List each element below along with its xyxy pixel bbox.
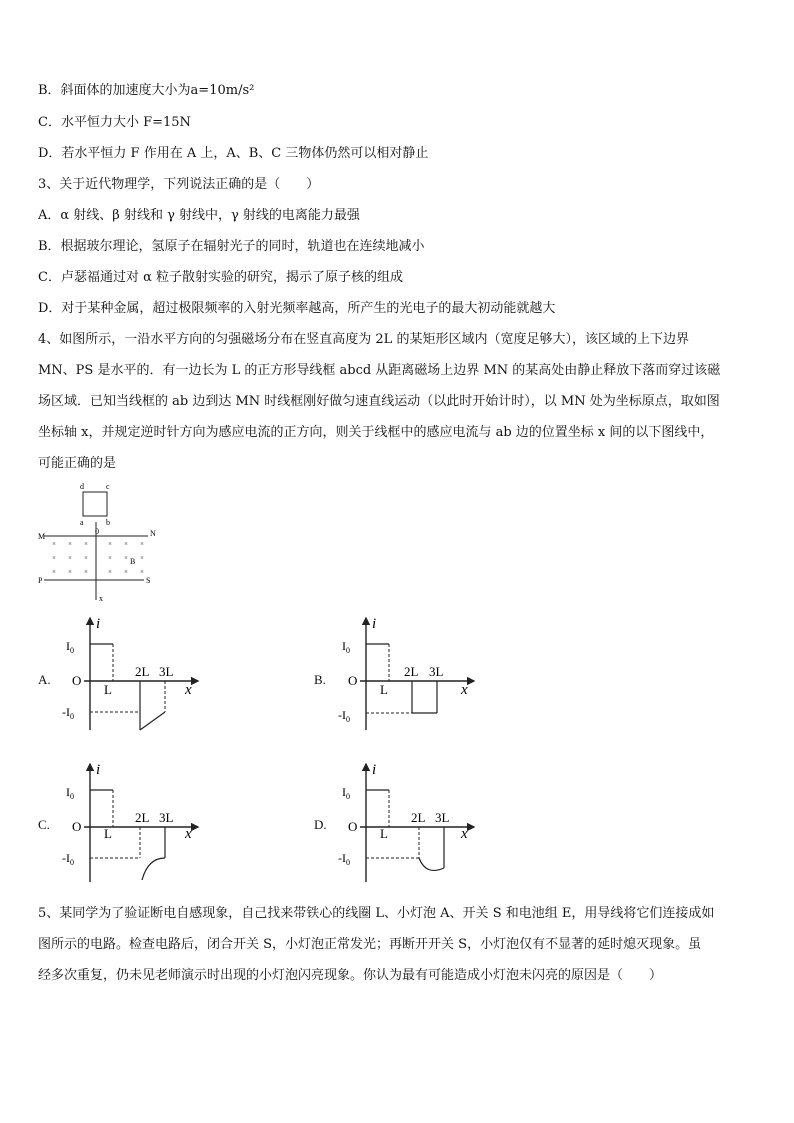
tick-3l: 3L bbox=[159, 810, 174, 825]
question-4-line-1: 4、如图所示，一沿水平方向的匀强磁场分布在竖直高度为 2L 的某矩形区域内（宽度足够大），该区域的上下边界 bbox=[38, 332, 689, 347]
tick-2l: 2L bbox=[411, 810, 426, 825]
label-x: x bbox=[99, 594, 103, 603]
tick-l: L bbox=[104, 826, 112, 841]
field-cross: × bbox=[124, 568, 128, 576]
question-4-line-4: 坐标轴 x，并规定逆时针方向为感应电流的正方向，则关于线框中的感应电流与 ab 边的位置坐标 x 间的以下图线中， bbox=[38, 425, 714, 440]
field-cross: × bbox=[140, 540, 144, 548]
field-cross: × bbox=[52, 568, 56, 576]
question-5-line-3: 经多次重复，仍未见老师演示时出现的小灯泡闪亮现象。你认为最有可能造成小灯泡未闪亮的原因是（ ） bbox=[38, 968, 663, 983]
field-cross: × bbox=[108, 554, 112, 562]
question-4-line-5: 可能正确的是 bbox=[38, 456, 117, 471]
field-cross: × bbox=[68, 554, 72, 562]
q3-option-b: B．根据玻尔理论，氢原子在辐射光子的同时，轨道也在连续地减小 bbox=[38, 239, 425, 254]
tick-l: L bbox=[104, 682, 112, 697]
label-p: P bbox=[38, 576, 43, 585]
tick-2l: 2L bbox=[404, 664, 419, 679]
origin-o: O bbox=[348, 819, 358, 834]
i0-label: $I_0$ bbox=[66, 785, 74, 801]
question-4-line-2: MN、PS 是水平的．有一边长为 L 的正方形导线框 abcd 从距离磁场上边界 MN 的某高处由静止释放下落而穿过该磁 bbox=[38, 363, 721, 378]
neg-i0-label: $-I_0$ bbox=[338, 708, 350, 724]
axis-x-label: x bbox=[185, 682, 192, 698]
option-d-label: D. bbox=[314, 817, 327, 832]
tick-l: L bbox=[380, 682, 388, 697]
field-cross: × bbox=[108, 540, 112, 548]
axis-i-label: i bbox=[372, 762, 377, 778]
tick-3l: 3L bbox=[429, 664, 444, 679]
corner-b: b bbox=[106, 518, 110, 527]
graph-d bbox=[334, 758, 484, 883]
field-cross: × bbox=[124, 540, 128, 548]
option-b-label: B. bbox=[314, 672, 326, 687]
option-c-text: C．水平恒力大小 F=15N bbox=[38, 115, 191, 130]
neg-i0-label: $-I_0$ bbox=[338, 851, 350, 867]
label-n: N bbox=[150, 529, 156, 538]
graph-b bbox=[334, 612, 484, 737]
graph-a bbox=[58, 612, 208, 737]
neg-i0-label: $-I_0$ bbox=[62, 705, 74, 721]
label-m: M bbox=[38, 532, 46, 541]
graph-c bbox=[58, 758, 208, 883]
tick-3l: 3L bbox=[435, 810, 450, 825]
q3-option-c: C．卢瑟福通过对 α 粒子散射实验的研究，揭示了原子核的组成 bbox=[38, 270, 403, 285]
option-d-text: D．若水平恒力 F 作用在 A 上，A、B、C 三物体仍然可以相对静止 bbox=[38, 146, 429, 161]
magnetic-field-diagram bbox=[36, 480, 166, 605]
field-cross: × bbox=[52, 540, 56, 548]
field-cross: × bbox=[84, 540, 88, 548]
origin-o: O bbox=[72, 819, 82, 834]
field-cross: × bbox=[52, 554, 56, 562]
neg-i0-label: $-I_0$ bbox=[62, 851, 74, 867]
field-cross: × bbox=[68, 568, 72, 576]
axis-x-label: x bbox=[185, 826, 192, 842]
axis-x-label: x bbox=[461, 682, 468, 698]
label-b: B bbox=[130, 557, 136, 566]
option-c-label: C. bbox=[38, 817, 50, 832]
corner-d: d bbox=[80, 482, 84, 491]
tick-l: L bbox=[380, 826, 388, 841]
field-cross: × bbox=[68, 540, 72, 548]
axis-i-label: i bbox=[96, 616, 101, 632]
question-5-line-1: 5、某同学为了验证断电自感现象，自己找来带铁心的线圈 L、小灯泡 A、开关 S 和电池组 E，用导线将它们连接成如 bbox=[38, 906, 715, 921]
question-4-line-3: 场区域．已知当线框的 ab 边到达 MN 时线框刚好做匀速直线运动（以此时开始计时），以 MN 处为坐标原点，取如图 bbox=[38, 394, 720, 409]
field-cross: × bbox=[140, 554, 144, 562]
axis-i-label: i bbox=[96, 762, 101, 778]
i0-label: $I_0$ bbox=[342, 785, 350, 801]
question-3-stem: 3、关于近代物理学，下列说法正确的是（ ） bbox=[38, 177, 320, 192]
corner-c: c bbox=[106, 482, 110, 491]
question-5-line-2: 图所示的电路。检查电路后，闭合开关 S，小灯泡正常发光；再断开开关 S，小灯泡仅有不显著的延时熄灭现象。虽 bbox=[38, 937, 702, 952]
i0-label: $I_0$ bbox=[342, 639, 350, 655]
field-cross: × bbox=[124, 554, 128, 562]
origin-label: 0 bbox=[95, 527, 99, 536]
field-cross: × bbox=[108, 568, 112, 576]
tick-3l: 3L bbox=[159, 664, 174, 679]
tick-2l: 2L bbox=[135, 664, 150, 679]
axis-i-label: i bbox=[372, 616, 377, 632]
origin-o: O bbox=[348, 673, 358, 688]
label-s: S bbox=[146, 576, 151, 585]
option-a-label: A. bbox=[38, 672, 51, 687]
field-cross: × bbox=[84, 554, 88, 562]
option-b-text: B．斜面体的加速度大小为a=10m/s² bbox=[38, 83, 255, 98]
origin-o: O bbox=[72, 673, 82, 688]
i0-label: $I_0$ bbox=[66, 639, 74, 655]
axis-x-label: x bbox=[461, 826, 468, 842]
tick-2l: 2L bbox=[135, 810, 150, 825]
field-cross: × bbox=[84, 568, 88, 576]
field-cross: × bbox=[140, 568, 144, 576]
corner-a: a bbox=[80, 518, 84, 527]
q3-option-a: A．α 射线、β 射线和 γ 射线中，γ 射线的电离能力最强 bbox=[38, 208, 360, 223]
q3-option-d: D．对于某种金属，超过极限频率的入射光频率越高，所产生的光电子的最大初动能就越大 bbox=[38, 301, 556, 316]
